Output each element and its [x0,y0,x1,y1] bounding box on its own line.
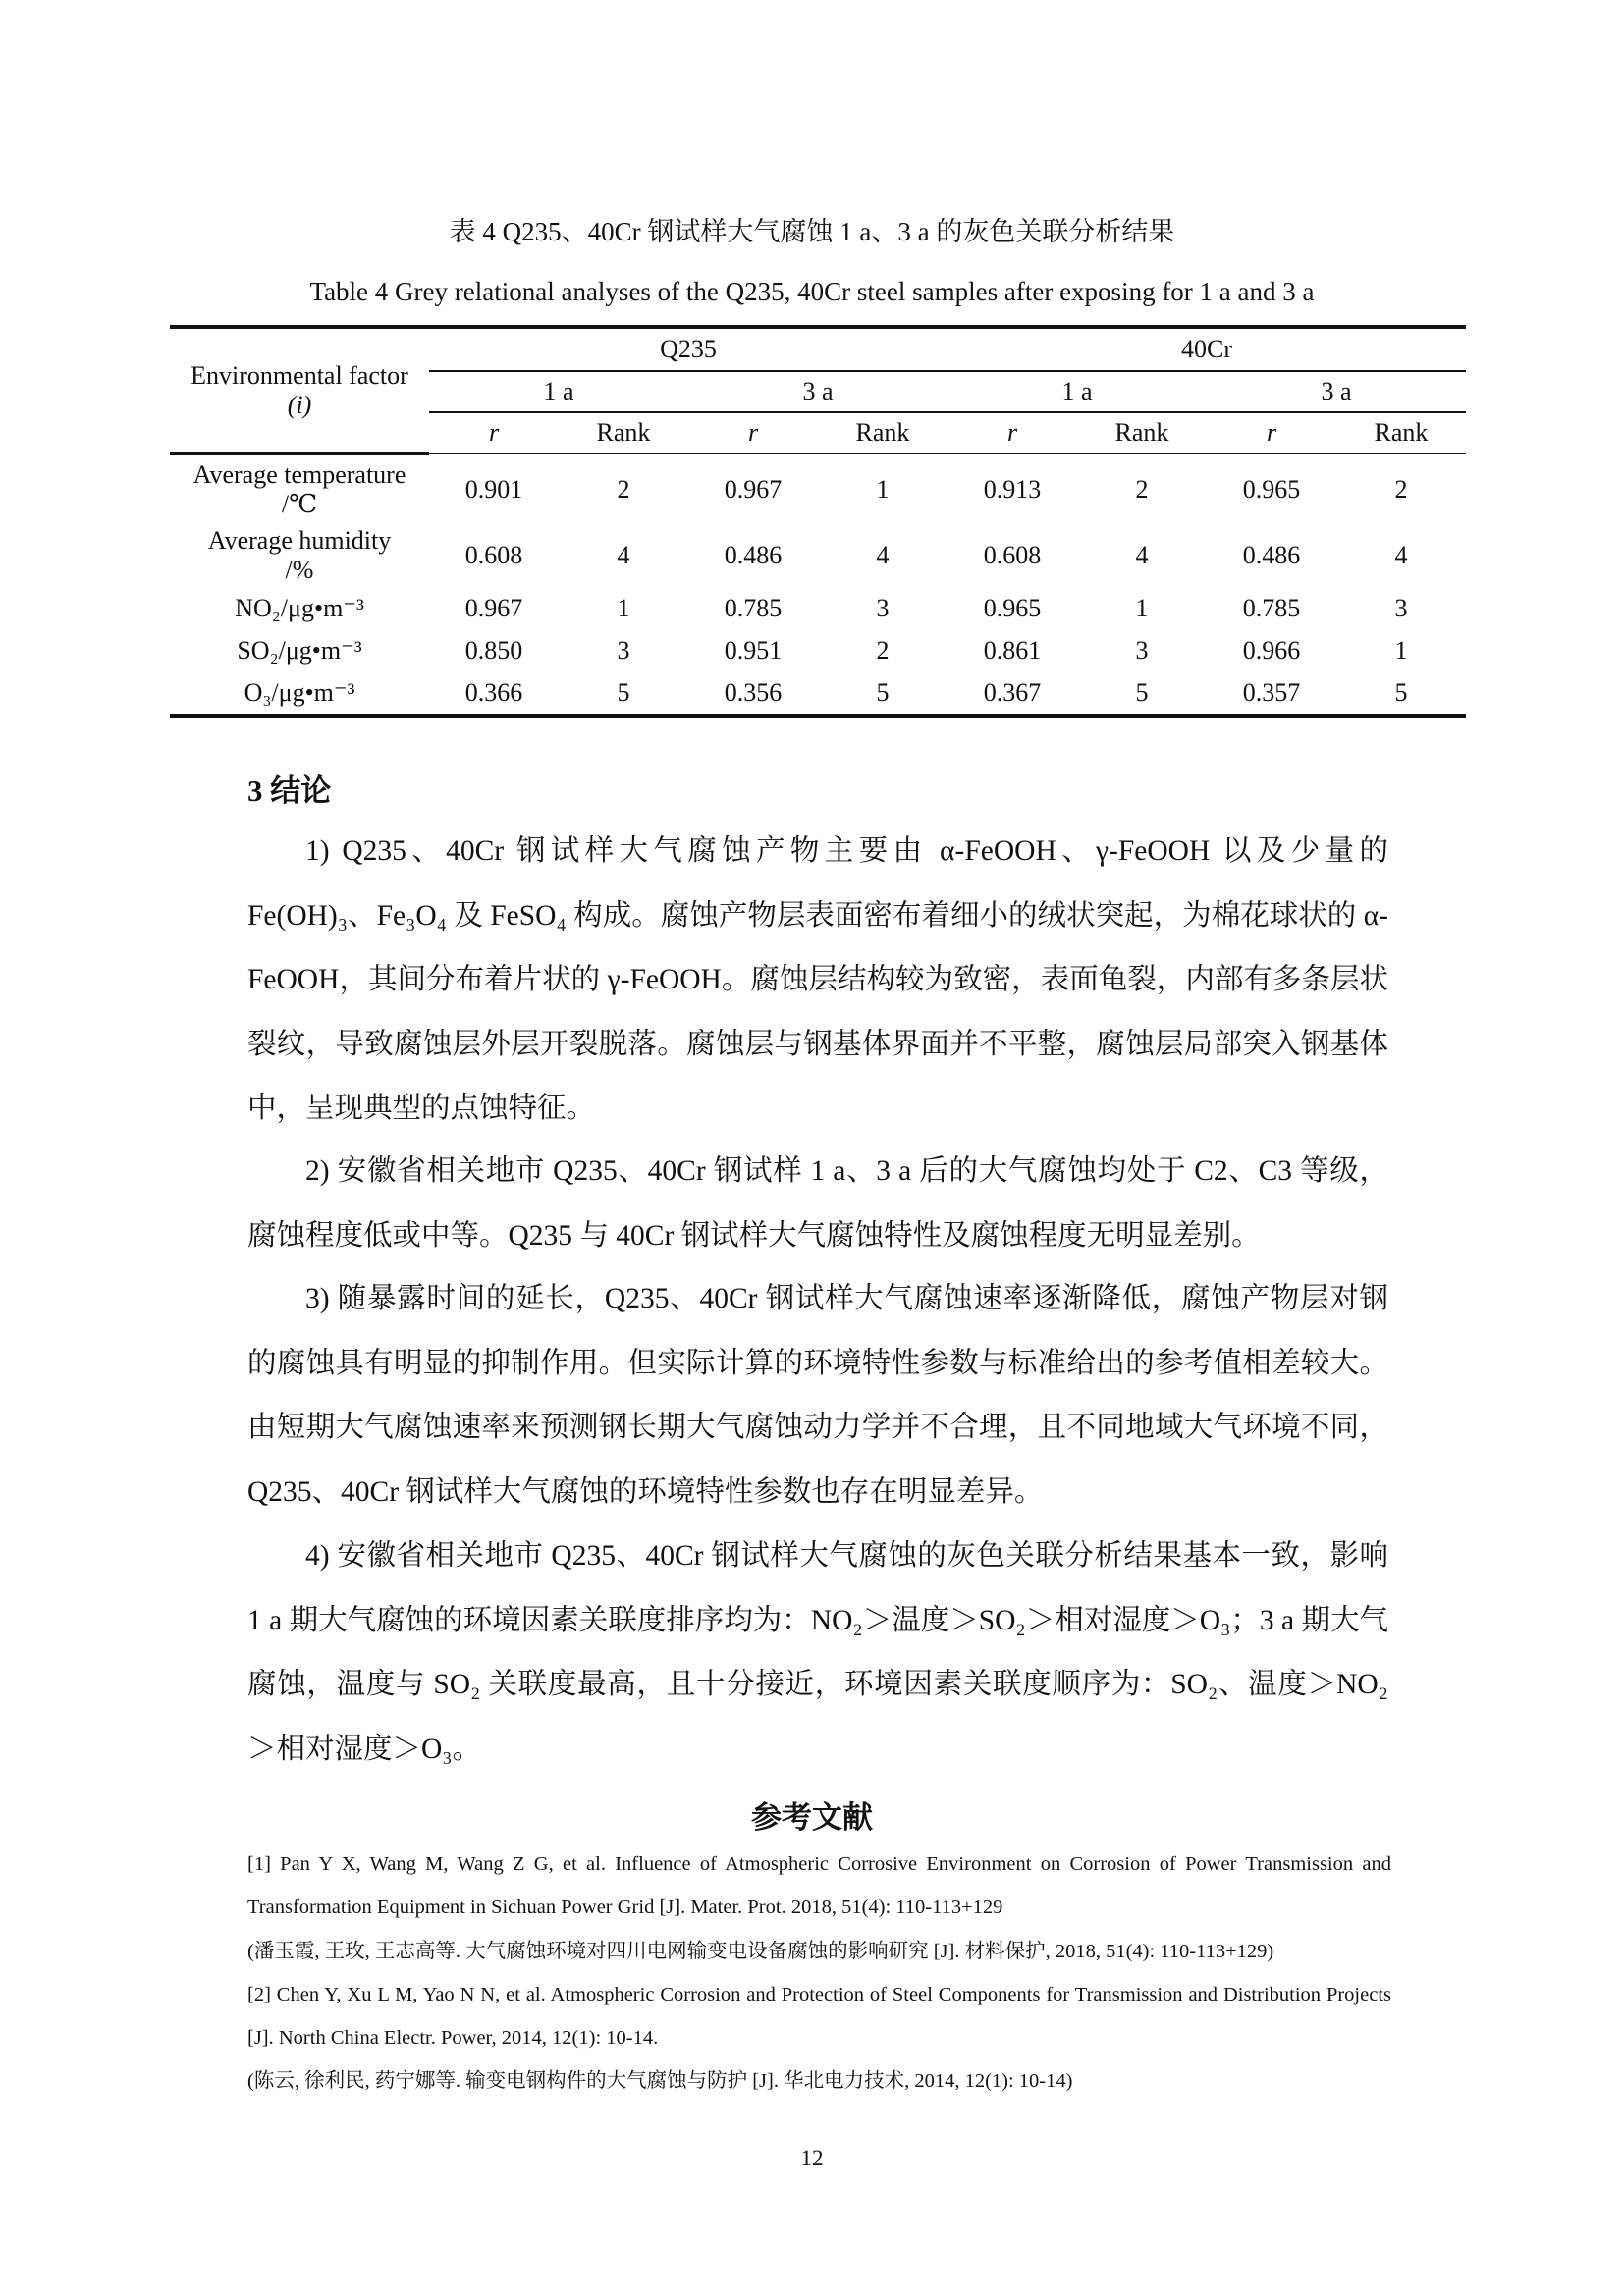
r-value-cell: 0.486 [1242,541,1301,569]
header-r: r [747,418,759,447]
r-value-cell: 0.965 [983,593,1042,622]
r-value-cell: 0.785 [724,593,783,622]
r-value-cell: 0.861 [983,635,1042,665]
table-caption-cn: 表 4 Q235、40Cr 钢试样大气腐蚀 1 a、3 a 的灰色关联分析结果 [449,217,1175,246]
row-factor [170,671,429,716]
rank-cell: 5 [1394,677,1408,707]
table-row [170,671,1466,716]
header-period: 1 a [947,371,1207,412]
header-factor-label: Environmental factor [190,360,408,390]
r-value-cell: 0.366 [464,677,523,707]
factor-label: Average temperature [192,460,406,489]
reference-item-cn: (陈云, 徐利民, 药宁娜等. 输变电钢构件的大气腐蚀与防护 [J]. 华北电力技术, 2014, 12(1): 10-14) [247,2070,1073,2092]
conclusion-paragraph: 2) 安徽省相关地市 Q235、40Cr 钢试样 1 a、3 a 后的大气腐蚀均处于 C2、C3 等级，腐蚀程度低或中等。Q235 与 40Cr 钢试样大气腐蚀特性及腐蚀程度无明显差别。 [247,1155,1388,1252]
table-row [170,587,1466,629]
r-value-cell: 0.357 [1242,677,1301,707]
header-r: r [488,418,500,447]
r-value-cell: 0.965 [1242,474,1301,504]
rank-cell: 4 [1135,541,1149,569]
rank-cell: 3 [617,635,630,665]
factor-label: O₃/μg•m⁻³ [244,677,355,707]
reference-item: [2] Chen Y, Xu L M, Yao N N, et al. Atmospheric Corrosion and Protection of Steel Components for Transmission and Distribution Projects [J]. North China Electr. Power, 2014, 12(1): 10-14. [247,1984,1391,2049]
rank-cell: 2 [876,635,890,665]
rank-cell: 3 [1135,635,1149,665]
reference-item: [1] Pan Y X, Wang M, Wang Z G, et al. Influence of Atmospheric Corrosive Environment on Corrosion of Power Transmission and Transformation Equipment in Sichuan Power Grid [J]. Mater. Prot. 2018, 51(4): 110-113+129 [247,1853,1391,1918]
row-factor [170,524,429,587]
rank-cell: 4 [876,541,890,569]
factor-label: NO₂/μg•m⁻³ [235,593,364,622]
page-number: 12 [800,2146,824,2170]
table-caption-en: Table 4 Grey relational analyses of the Q235, 40Cr steel samples after exposing for 1 a and 3 a [309,277,1315,306]
reference-item-cn: (潘玉霞, 王玫, 王志高等. 大气腐蚀环境对四川电网输变电设备腐蚀的影响研究 [J]. 材料保护, 2018, 51(4): 110-113+129) [247,1941,1274,1962]
rank-cell: 2 [617,474,630,504]
header-steel-40cr: 40Cr [947,327,1466,371]
r-value-cell: 0.608 [464,541,523,569]
table-row [170,524,1466,587]
r-value-cell: 0.608 [983,541,1042,569]
header-factor [170,327,429,454]
r-value-cell: 0.967 [724,474,783,504]
conclusion-paragraph: 3) 随暴露时间的延长，Q235、40Cr 钢试样大气腐蚀速率逐渐降低，腐蚀产物层对钢的腐蚀具有明显的抑制作用。但实际计算的环境特性参数与标准给出的参考值相差较大。由短期大气腐蚀速率来预测钢长期大气腐蚀动力学并不合理，且不同地域大气环境不同，Q235、40Cr 钢试样大气腐蚀的环境特性参数也存在明显差异。 [247,1283,1388,1508]
r-value-cell: 0.850 [464,635,523,665]
row-factor [170,454,429,524]
r-value-cell: 0.356 [724,677,783,707]
factor-unit: /% [285,556,314,584]
rank-cell: 5 [617,677,630,707]
r-value-cell: 0.966 [1242,635,1301,665]
header-period: 1 a [429,371,688,412]
row-factor [170,629,429,671]
header-rank: Rank [855,418,910,447]
rank-cell: 2 [1135,474,1149,504]
rank-cell: 5 [876,677,890,707]
rank-cell: 1 [1135,593,1149,622]
factor-label: SO₂/μg•m⁻³ [237,635,362,665]
rank-cell: 5 [1135,677,1149,707]
r-value-cell: 0.951 [724,635,783,665]
factor-label: Average humidity [207,526,392,555]
conclusion-paragraph: 1) Q235、40Cr 钢试样大气腐蚀产物主要由 α-FeOOH、γ-FeOOH 以及少量的 Fe(OH)₃、Fe₃O₄ 及 FeSO₄ 构成。腐蚀产物层表面密布着细小的绒状突起，为棉花球状的 α-FeOOH，其间分布着片状的 γ-FeOOH。腐蚀层结构较为致密，表面龟裂，内部有多条层状裂纹，导致腐蚀层外层开裂脱落。腐蚀层与钢基体界面并不平整，腐蚀层局部突入钢基体中，呈现典型的点蚀特征。 [247,835,1388,1124]
r-value-cell: 0.785 [1242,593,1301,622]
r-value-cell: 0.367 [983,677,1042,707]
rank-cell: 1 [1394,635,1408,665]
grey-relational-table [170,325,1466,718]
factor-unit: /℃ [281,490,318,518]
table-row [170,629,1466,671]
header-r: r [1266,418,1277,447]
rank-cell: 1 [876,474,890,504]
header-steel-q235: Q235 [429,327,947,371]
rank-cell: 3 [876,593,890,622]
rank-cell: 2 [1394,474,1408,504]
header-factor-symbol: (i) [287,390,312,419]
r-value-cell: 0.901 [464,474,523,504]
section-title: 3 结论 [247,774,332,808]
r-value-cell: 0.486 [724,541,783,569]
header-period: 3 a [1207,371,1466,412]
header-r: r [1006,418,1018,447]
rank-cell: 1 [617,593,630,622]
row-factor [170,587,429,629]
conclusion-paragraph: 4) 安徽省相关地市 Q235、40Cr 钢试样大气腐蚀的灰色关联分析结果基本一致，影响 1 a 期大气腐蚀的环境因素关联度排序均为：NO₂＞温度＞SO₂＞相对湿度＞O₃；3 a 期大气腐蚀，温度与 SO₂ 关联度最高，且十分接近，环境因素关联度顺序为：SO₂、温度＞NO₂＞相对湿度＞O₃。 [247,1540,1388,1765]
rank-cell: 4 [617,541,630,569]
table-row [170,454,1466,524]
header-rank: Rank [1114,418,1169,447]
r-value-cell: 0.913 [983,474,1042,504]
rank-cell: 4 [1394,541,1408,569]
header-rank: Rank [1374,418,1429,447]
references-title: 参考文献 [751,1800,873,1835]
header-period: 3 a [688,371,947,412]
rank-cell: 3 [1394,593,1408,622]
r-value-cell: 0.967 [464,593,523,622]
header-rank: Rank [596,418,651,447]
